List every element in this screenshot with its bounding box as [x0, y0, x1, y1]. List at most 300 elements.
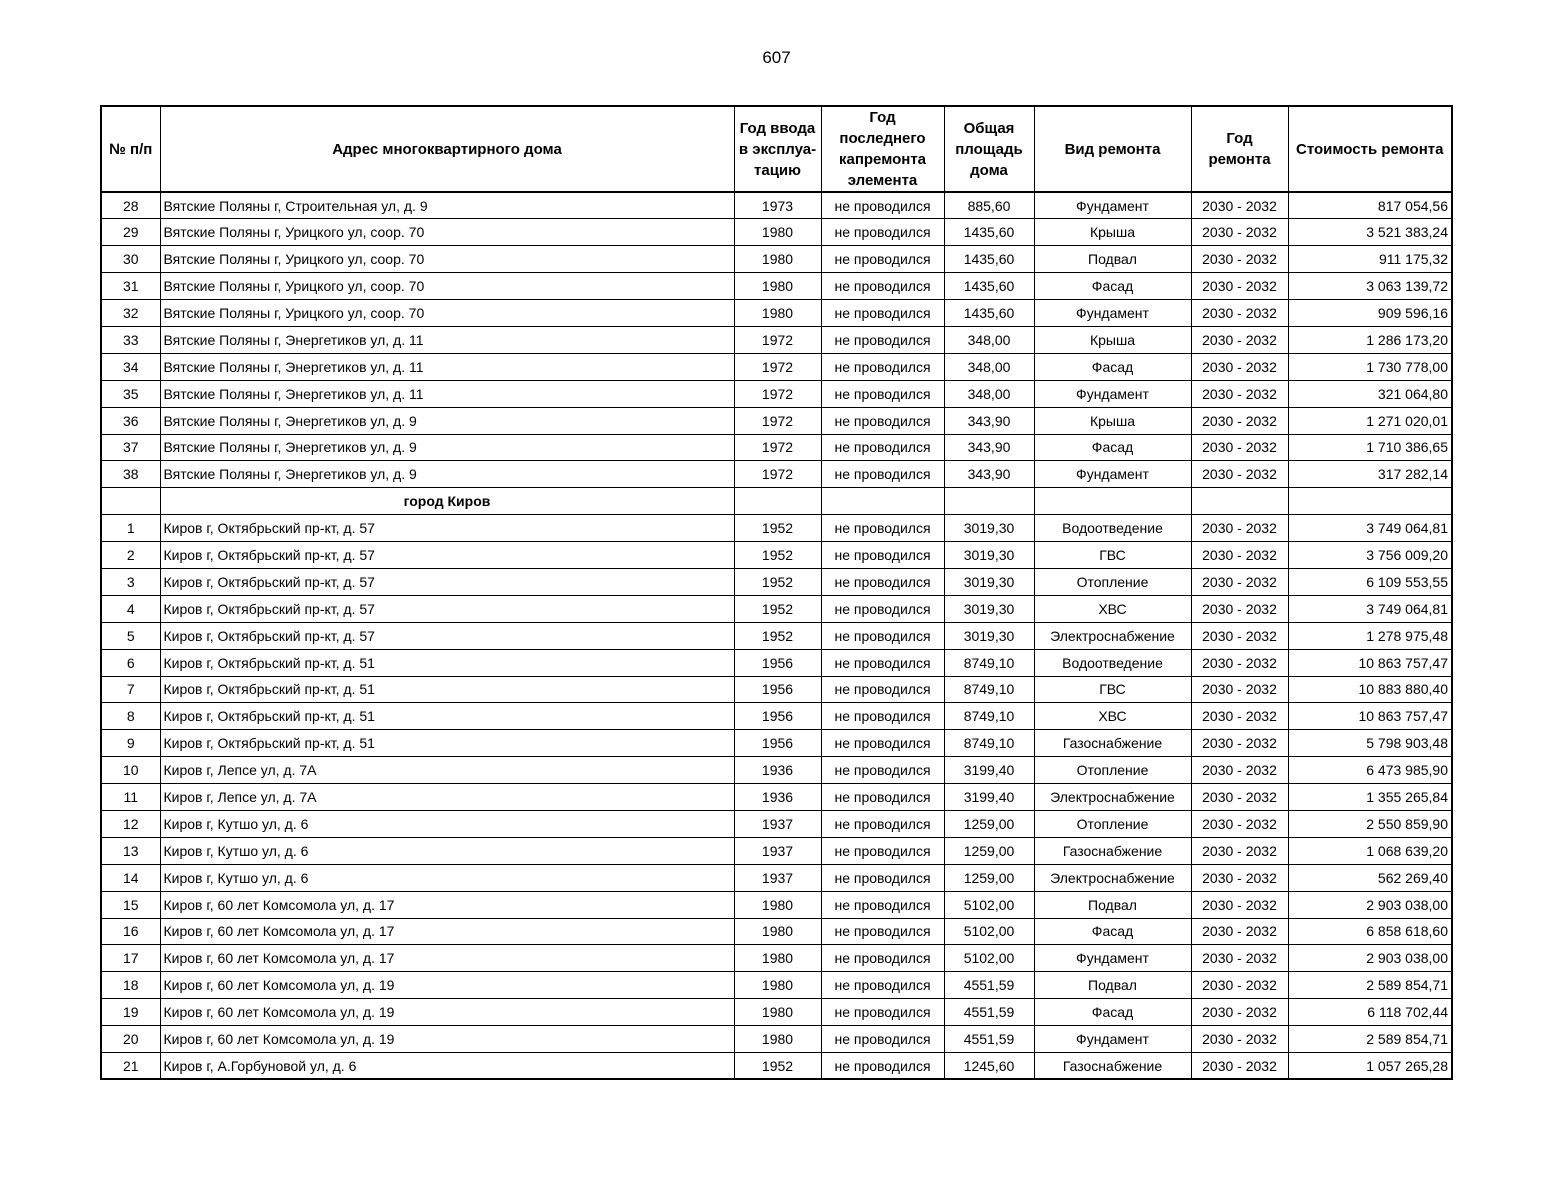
cell-last-repair: не проводился: [821, 972, 944, 999]
cell-area: 1435,60: [944, 273, 1034, 300]
table-row: [101, 676, 1452, 703]
cell-year-built: 1956: [734, 730, 821, 757]
cell-last-repair: не проводился: [821, 810, 944, 837]
cell-last-repair: не проводился: [821, 595, 944, 622]
cell-address: Вятские Поляны г, Урицкого ул, соор. 70: [160, 246, 734, 273]
cell-year-built: 1952: [734, 542, 821, 569]
cell-last-repair: не проводился: [821, 703, 944, 730]
cell-repair-year: 2030 - 2032: [1191, 730, 1288, 757]
cell-year-built: 1952: [734, 515, 821, 542]
cell-repair-year: 2030 - 2032: [1191, 864, 1288, 891]
cell-repair-type: Газоснабжение: [1034, 1053, 1191, 1080]
cell-address: Киров г, Октябрьский пр-кт, д. 57: [160, 568, 734, 595]
cell-repair-year: 2030 - 2032: [1191, 918, 1288, 945]
table-row: [101, 1026, 1452, 1053]
cell-area: 8749,10: [944, 703, 1034, 730]
cell-area: 3199,40: [944, 757, 1034, 784]
cell-cost: 2 903 038,00: [1288, 891, 1452, 918]
table-row: [101, 945, 1452, 972]
cell-address: Киров г, Лепсе ул, д. 7А: [160, 784, 734, 811]
cell-repair-year: 2030 - 2032: [1191, 595, 1288, 622]
cell-cost: 6 858 618,60: [1288, 918, 1452, 945]
cell-cost: 1 271 020,01: [1288, 407, 1452, 434]
cell-year-built: 1972: [734, 380, 821, 407]
table-row: [101, 595, 1452, 622]
cell-area: 3019,30: [944, 595, 1034, 622]
table-row: [101, 918, 1452, 945]
cell-address: Вятские Поляны г, Урицкого ул, соор. 70: [160, 273, 734, 300]
cell-year-built: 1980: [734, 972, 821, 999]
table-row: [101, 891, 1452, 918]
cell-cost: 909 596,16: [1288, 300, 1452, 327]
cell-row-num: 20: [101, 1026, 160, 1053]
cell-address: Вятские Поляны г, Энергетиков ул, д. 9: [160, 461, 734, 488]
table-row: [101, 273, 1452, 300]
cell-last-repair: не проводился: [821, 784, 944, 811]
cell-row-num: 5: [101, 622, 160, 649]
cell-area: 4551,59: [944, 1026, 1034, 1053]
section-empty-cell: [821, 488, 944, 515]
cell-repair-year: 2030 - 2032: [1191, 810, 1288, 837]
cell-repair-year: 2030 - 2032: [1191, 326, 1288, 353]
cell-address: Киров г, Октябрьский пр-кт, д. 51: [160, 703, 734, 730]
cell-repair-type: ХВС: [1034, 703, 1191, 730]
cell-address: Киров г, Октябрьский пр-кт, д. 57: [160, 622, 734, 649]
cell-last-repair: не проводился: [821, 837, 944, 864]
cell-repair-type: Фундамент: [1034, 1026, 1191, 1053]
header-last-repair: Год последнего капремонта элемента: [821, 106, 944, 192]
cell-last-repair: не проводился: [821, 864, 944, 891]
cell-repair-year: 2030 - 2032: [1191, 837, 1288, 864]
cell-year-built: 1980: [734, 918, 821, 945]
cell-row-num: 11: [101, 784, 160, 811]
cell-area: 1259,00: [944, 837, 1034, 864]
cell-row-num: 7: [101, 676, 160, 703]
table-row: [101, 730, 1452, 757]
cell-year-built: 1956: [734, 649, 821, 676]
cell-repair-type: Фасад: [1034, 918, 1191, 945]
cell-last-repair: не проводился: [821, 999, 944, 1026]
cell-cost: 3 749 064,81: [1288, 515, 1452, 542]
cell-address: Вятские Поляны г, Урицкого ул, соор. 70: [160, 219, 734, 246]
cell-row-num: 31: [101, 273, 160, 300]
header-year-built: Год ввода в эксплуа-тацию: [734, 106, 821, 192]
cell-repair-year: 2030 - 2032: [1191, 461, 1288, 488]
cell-row-num: 30: [101, 246, 160, 273]
cell-year-built: 1973: [734, 192, 821, 219]
section-empty-cell: [1288, 488, 1452, 515]
cell-cost: 1 355 265,84: [1288, 784, 1452, 811]
cell-address: Киров г, 60 лет Комсомола ул, д. 19: [160, 999, 734, 1026]
cell-cost: 3 521 383,24: [1288, 219, 1452, 246]
cell-row-num: 12: [101, 810, 160, 837]
cell-address: Вятские Поляны г, Энергетиков ул, д. 11: [160, 353, 734, 380]
cell-cost: 911 175,32: [1288, 246, 1452, 273]
cell-year-built: 1980: [734, 300, 821, 327]
cell-year-built: 1972: [734, 326, 821, 353]
cell-last-repair: не проводился: [821, 730, 944, 757]
cell-row-num: 34: [101, 353, 160, 380]
cell-row-num: 9: [101, 730, 160, 757]
table-row: [101, 192, 1452, 219]
cell-area: 3019,30: [944, 515, 1034, 542]
cell-cost: 6 473 985,90: [1288, 757, 1452, 784]
table-row: [101, 461, 1452, 488]
cell-area: 348,00: [944, 380, 1034, 407]
table-header-row: [101, 106, 1452, 192]
cell-address: Киров г, Октябрьский пр-кт, д. 57: [160, 515, 734, 542]
cell-repair-type: Крыша: [1034, 326, 1191, 353]
cell-year-built: 1936: [734, 784, 821, 811]
cell-repair-year: 2030 - 2032: [1191, 1026, 1288, 1053]
cell-repair-year: 2030 - 2032: [1191, 676, 1288, 703]
cell-cost: 10 863 757,47: [1288, 703, 1452, 730]
cell-repair-year: 2030 - 2032: [1191, 649, 1288, 676]
cell-year-built: 1937: [734, 810, 821, 837]
cell-year-built: 1952: [734, 622, 821, 649]
header-area: Общая площадь дома: [944, 106, 1034, 192]
cell-row-num: 32: [101, 300, 160, 327]
cell-row-num: 15: [101, 891, 160, 918]
cell-repair-type: Подвал: [1034, 246, 1191, 273]
cell-last-repair: не проводился: [821, 622, 944, 649]
cell-area: 3199,40: [944, 784, 1034, 811]
cell-address: Вятские Поляны г, Энергетиков ул, д. 9: [160, 434, 734, 461]
cell-row-num: 35: [101, 380, 160, 407]
table-row: [101, 837, 1452, 864]
cell-last-repair: не проводился: [821, 649, 944, 676]
cell-repair-type: Подвал: [1034, 972, 1191, 999]
table-row: [101, 380, 1452, 407]
cell-last-repair: не проводился: [821, 918, 944, 945]
cell-repair-type: Отопление: [1034, 757, 1191, 784]
cell-repair-year: 2030 - 2032: [1191, 757, 1288, 784]
cell-repair-type: Фундамент: [1034, 380, 1191, 407]
cell-row-num: 19: [101, 999, 160, 1026]
cell-repair-type: Фасад: [1034, 434, 1191, 461]
table-row: [101, 622, 1452, 649]
cell-cost: 1 286 173,20: [1288, 326, 1452, 353]
cell-cost: 5 798 903,48: [1288, 730, 1452, 757]
table-row: [101, 219, 1452, 246]
cell-repair-year: 2030 - 2032: [1191, 380, 1288, 407]
cell-area: 4551,59: [944, 999, 1034, 1026]
cell-row-num: 4: [101, 595, 160, 622]
cell-repair-year: 2030 - 2032: [1191, 273, 1288, 300]
cell-repair-type: ХВС: [1034, 595, 1191, 622]
cell-repair-year: 2030 - 2032: [1191, 542, 1288, 569]
cell-address: Вятские Поляны г, Урицкого ул, соор. 70: [160, 300, 734, 327]
cell-year-built: 1972: [734, 407, 821, 434]
cell-row-num: 28: [101, 192, 160, 219]
cell-year-built: 1980: [734, 945, 821, 972]
cell-row-num: 13: [101, 837, 160, 864]
cell-year-built: 1980: [734, 246, 821, 273]
cell-year-built: 1952: [734, 1053, 821, 1080]
cell-year-built: 1937: [734, 864, 821, 891]
cell-cost: 817 054,56: [1288, 192, 1452, 219]
table-row: [101, 246, 1452, 273]
cell-last-repair: не проводился: [821, 326, 944, 353]
cell-cost: 321 064,80: [1288, 380, 1452, 407]
table-row: [101, 542, 1452, 569]
cell-address: Киров г, 60 лет Комсомола ул, д. 17: [160, 918, 734, 945]
cell-last-repair: не проводился: [821, 434, 944, 461]
cell-repair-year: 2030 - 2032: [1191, 434, 1288, 461]
cell-row-num: 29: [101, 219, 160, 246]
cell-last-repair: не проводился: [821, 380, 944, 407]
cell-last-repair: не проводился: [821, 676, 944, 703]
section-empty-cell: [734, 488, 821, 515]
cell-repair-type: Газоснабжение: [1034, 730, 1191, 757]
header-repair-type: Вид ремонта: [1034, 106, 1191, 192]
table-row: [101, 568, 1452, 595]
cell-cost: 10 883 880,40: [1288, 676, 1452, 703]
cell-address: Киров г, 60 лет Комсомола ул, д. 19: [160, 1026, 734, 1053]
table-row: [101, 515, 1452, 542]
cell-repair-year: 2030 - 2032: [1191, 300, 1288, 327]
table-row: [101, 972, 1452, 999]
cell-address: Киров г, Кутшо ул, д. 6: [160, 810, 734, 837]
cell-repair-year: 2030 - 2032: [1191, 945, 1288, 972]
cell-area: 4551,59: [944, 972, 1034, 999]
cell-address: Вятские Поляны г, Энергетиков ул, д. 9: [160, 407, 734, 434]
cell-last-repair: не проводился: [821, 945, 944, 972]
cell-repair-type: ГВС: [1034, 676, 1191, 703]
section-row: [101, 488, 1452, 515]
cell-cost: 6 109 553,55: [1288, 568, 1452, 595]
cell-row-num: 36: [101, 407, 160, 434]
cell-row-num: 17: [101, 945, 160, 972]
cell-cost: 10 863 757,47: [1288, 649, 1452, 676]
cell-last-repair: не проводился: [821, 568, 944, 595]
cell-repair-year: 2030 - 2032: [1191, 784, 1288, 811]
cell-address: Киров г, Октябрьский пр-кт, д. 51: [160, 649, 734, 676]
header-num: № п/п: [101, 106, 160, 192]
cell-address: Киров г, Октябрьский пр-кт, д. 51: [160, 676, 734, 703]
cell-repair-type: Отопление: [1034, 810, 1191, 837]
cell-repair-type: Фундамент: [1034, 461, 1191, 488]
cell-repair-year: 2030 - 2032: [1191, 999, 1288, 1026]
cell-repair-type: Крыша: [1034, 219, 1191, 246]
cell-repair-year: 2030 - 2032: [1191, 891, 1288, 918]
cell-area: 3019,30: [944, 568, 1034, 595]
cell-cost: 2 550 859,90: [1288, 810, 1452, 837]
cell-address: Киров г, Лепсе ул, д. 7А: [160, 757, 734, 784]
header-cost: Стоимость ремонта: [1288, 106, 1452, 192]
cell-last-repair: не проводился: [821, 219, 944, 246]
cell-last-repair: не проводился: [821, 246, 944, 273]
cell-repair-year: 2030 - 2032: [1191, 622, 1288, 649]
cell-row-num: 38: [101, 461, 160, 488]
cell-repair-year: 2030 - 2032: [1191, 568, 1288, 595]
cell-repair-type: Фасад: [1034, 999, 1191, 1026]
cell-address: Киров г, Октябрьский пр-кт, д. 51: [160, 730, 734, 757]
cell-last-repair: не проводился: [821, 1053, 944, 1080]
cell-area: 5102,00: [944, 891, 1034, 918]
cell-area: 8749,10: [944, 730, 1034, 757]
cell-repair-type: Электроснабжение: [1034, 864, 1191, 891]
cell-row-num: 1: [101, 515, 160, 542]
cell-address: Киров г, А.Горбуновой ул, д. 6: [160, 1053, 734, 1080]
table-row: [101, 757, 1452, 784]
header-address: Адрес многоквартирного дома: [160, 106, 734, 192]
cell-row-num: 10: [101, 757, 160, 784]
table-row: [101, 434, 1452, 461]
cell-repair-type: Фундамент: [1034, 300, 1191, 327]
cell-repair-type: Фундамент: [1034, 192, 1191, 219]
cell-repair-year: 2030 - 2032: [1191, 1053, 1288, 1080]
cell-last-repair: не проводился: [821, 300, 944, 327]
table-row: [101, 784, 1452, 811]
cell-cost: 1 710 386,65: [1288, 434, 1452, 461]
cell-area: 343,90: [944, 461, 1034, 488]
cell-year-built: 1980: [734, 1026, 821, 1053]
cell-year-built: 1952: [734, 595, 821, 622]
table-row: [101, 999, 1452, 1026]
cell-area: 1435,60: [944, 300, 1034, 327]
cell-area: 1435,60: [944, 219, 1034, 246]
cell-area: 343,90: [944, 434, 1034, 461]
cell-repair-type: Электроснабжение: [1034, 784, 1191, 811]
cell-area: 348,00: [944, 326, 1034, 353]
cell-area: 5102,00: [944, 918, 1034, 945]
cell-cost: 1 278 975,48: [1288, 622, 1452, 649]
cell-repair-year: 2030 - 2032: [1191, 353, 1288, 380]
section-empty-cell: [1034, 488, 1191, 515]
cell-address: Киров г, Кутшо ул, д. 6: [160, 864, 734, 891]
cell-address: Вятские Поляны г, Строительная ул, д. 9: [160, 192, 734, 219]
cell-year-built: 1936: [734, 757, 821, 784]
cell-cost: 562 269,40: [1288, 864, 1452, 891]
cell-year-built: 1952: [734, 568, 821, 595]
cell-row-num: 8: [101, 703, 160, 730]
cell-row-num: 33: [101, 326, 160, 353]
cell-area: 885,60: [944, 192, 1034, 219]
cell-repair-year: 2030 - 2032: [1191, 703, 1288, 730]
cell-row-num: 18: [101, 972, 160, 999]
cell-area: 348,00: [944, 353, 1034, 380]
cell-last-repair: не проводился: [821, 891, 944, 918]
cell-cost: 3 749 064,81: [1288, 595, 1452, 622]
cell-year-built: 1972: [734, 434, 821, 461]
cell-address: Киров г, 60 лет Комсомола ул, д. 19: [160, 972, 734, 999]
cell-address: Вятские Поляны г, Энергетиков ул, д. 11: [160, 380, 734, 407]
cell-address: Киров г, 60 лет Комсомола ул, д. 17: [160, 891, 734, 918]
cell-row-num: 16: [101, 918, 160, 945]
cell-area: 8749,10: [944, 649, 1034, 676]
cell-address: Киров г, Октябрьский пр-кт, д. 57: [160, 595, 734, 622]
cell-cost: 2 903 038,00: [1288, 945, 1452, 972]
header-repair-year: Год ремонта: [1191, 106, 1288, 192]
cell-repair-year: 2030 - 2032: [1191, 972, 1288, 999]
cell-repair-type: Фасад: [1034, 273, 1191, 300]
cell-address: Киров г, Октябрьский пр-кт, д. 57: [160, 542, 734, 569]
cell-cost: 1 057 265,28: [1288, 1053, 1452, 1080]
repair-schedule-table: [100, 105, 1453, 1080]
cell-area: 5102,00: [944, 945, 1034, 972]
cell-repair-year: 2030 - 2032: [1191, 515, 1288, 542]
cell-area: 8749,10: [944, 676, 1034, 703]
table-row: [101, 353, 1452, 380]
cell-year-built: 1980: [734, 273, 821, 300]
section-empty-cell: [944, 488, 1034, 515]
section-empty-cell: [101, 488, 160, 515]
cell-area: 1435,60: [944, 246, 1034, 273]
cell-repair-type: Подвал: [1034, 891, 1191, 918]
cell-cost: 2 589 854,71: [1288, 1026, 1452, 1053]
cell-repair-type: Крыша: [1034, 407, 1191, 434]
cell-repair-type: Фасад: [1034, 353, 1191, 380]
cell-area: 3019,30: [944, 622, 1034, 649]
cell-year-built: 1972: [734, 353, 821, 380]
cell-cost: 3 063 139,72: [1288, 273, 1452, 300]
cell-cost: 6 118 702,44: [1288, 999, 1452, 1026]
cell-repair-type: ГВС: [1034, 542, 1191, 569]
cell-repair-year: 2030 - 2032: [1191, 192, 1288, 219]
cell-year-built: 1980: [734, 891, 821, 918]
table-row: [101, 810, 1452, 837]
table-row: [101, 326, 1452, 353]
cell-row-num: 21: [101, 1053, 160, 1080]
cell-last-repair: не проводился: [821, 515, 944, 542]
cell-last-repair: не проводился: [821, 353, 944, 380]
cell-row-num: 14: [101, 864, 160, 891]
cell-cost: 1 068 639,20: [1288, 837, 1452, 864]
cell-repair-type: Водоотведение: [1034, 515, 1191, 542]
page-number: 607: [762, 48, 791, 67]
cell-last-repair: не проводился: [821, 542, 944, 569]
section-title: город Киров: [160, 488, 734, 515]
cell-repair-type: Водоотведение: [1034, 649, 1191, 676]
cell-cost: 317 282,14: [1288, 461, 1452, 488]
cell-row-num: 6: [101, 649, 160, 676]
cell-last-repair: не проводился: [821, 407, 944, 434]
cell-last-repair: не проводился: [821, 273, 944, 300]
cell-year-built: 1956: [734, 676, 821, 703]
cell-last-repair: не проводился: [821, 1026, 944, 1053]
cell-repair-type: Фундамент: [1034, 945, 1191, 972]
cell-year-built: 1956: [734, 703, 821, 730]
cell-repair-type: Газоснабжение: [1034, 837, 1191, 864]
table-row: [101, 864, 1452, 891]
cell-repair-type: Отопление: [1034, 568, 1191, 595]
cell-row-num: 2: [101, 542, 160, 569]
table-body: [101, 192, 1452, 1079]
cell-area: 1259,00: [944, 864, 1034, 891]
cell-row-num: 37: [101, 434, 160, 461]
cell-repair-year: 2030 - 2032: [1191, 246, 1288, 273]
cell-cost: 2 589 854,71: [1288, 972, 1452, 999]
cell-area: 1245,60: [944, 1053, 1034, 1080]
cell-cost: 1 730 778,00: [1288, 353, 1452, 380]
cell-cost: 3 756 009,20: [1288, 542, 1452, 569]
table-row: [101, 300, 1452, 327]
cell-row-num: 3: [101, 568, 160, 595]
table-row: [101, 703, 1452, 730]
cell-year-built: 1972: [734, 461, 821, 488]
cell-year-built: 1980: [734, 219, 821, 246]
cell-area: 3019,30: [944, 542, 1034, 569]
cell-address: Киров г, 60 лет Комсомола ул, д. 17: [160, 945, 734, 972]
cell-area: 1259,00: [944, 810, 1034, 837]
cell-last-repair: не проводился: [821, 192, 944, 219]
cell-repair-type: Электроснабжение: [1034, 622, 1191, 649]
table-row: [101, 649, 1452, 676]
table-row: [101, 407, 1452, 434]
table-row: [101, 1053, 1452, 1080]
cell-address: Киров г, Кутшо ул, д. 6: [160, 837, 734, 864]
